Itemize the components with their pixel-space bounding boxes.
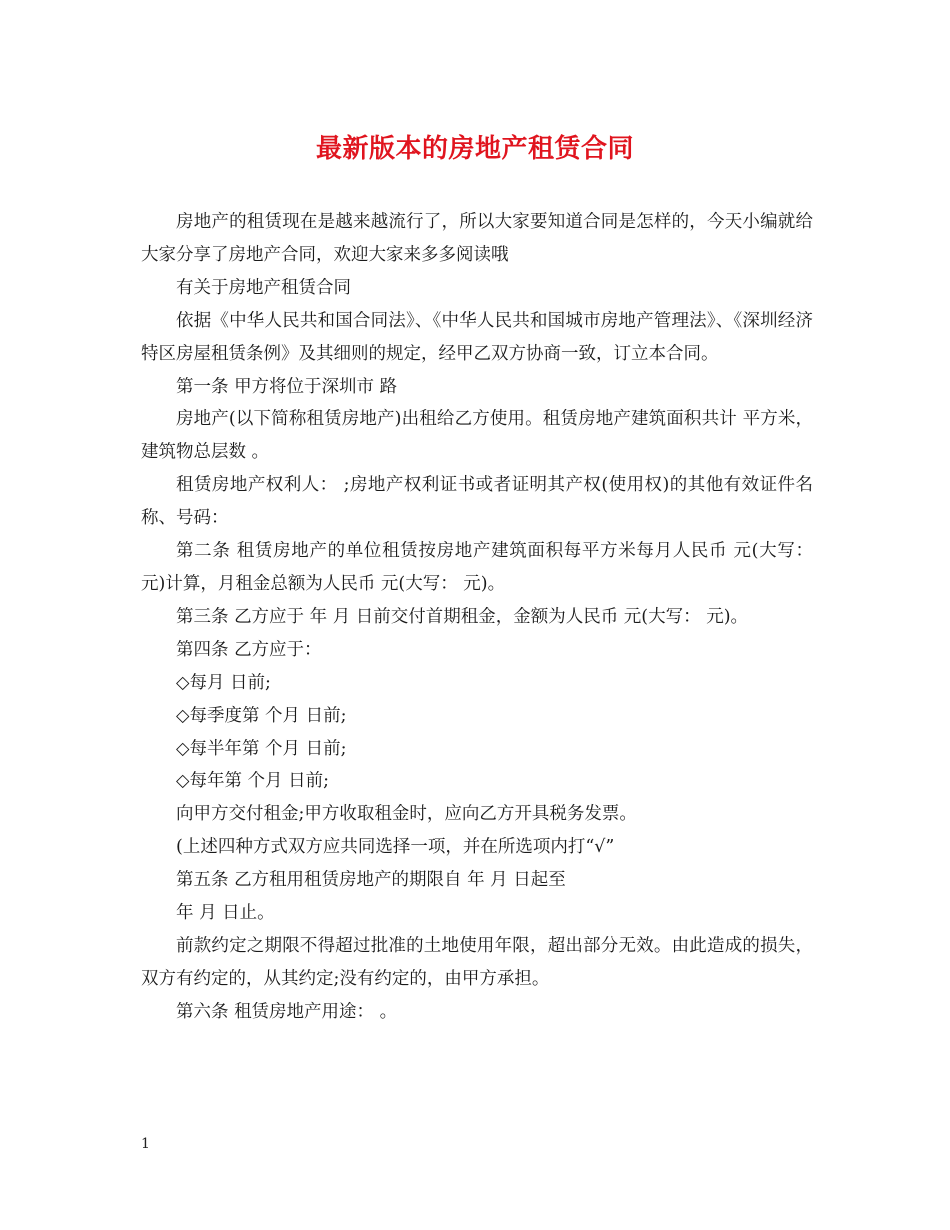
paragraph-article-4: 第四条 乙方应于： — [176, 639, 322, 660]
paragraph-article-2: 第二条 租赁房地产的单位租赁按房地产建筑面积每平方米每月人民币 元(大写： 元)计算，月租金总额为人民币 元(大写： 元)。 — [141, 541, 813, 594]
paragraph-term-limit: 前款约定之期限不得超过批准的土地使用年限，超出部分无效。由此造成的损失，双方有约定的，从其约定;没有约定的，由甲方承担。 — [141, 935, 813, 989]
document-title: 最新版本的房地产租赁合同 — [315, 134, 634, 164]
paragraph-subtitle: 有关于房地产租赁合同 — [176, 277, 351, 298]
paragraph-article-6: 第六条 租赁房地产用途： 。 — [176, 1001, 398, 1022]
option-yearly: ◇每年第 个月 日前; — [176, 771, 329, 792]
paragraph-legal-basis: 依据《中华人民共和国合同法》、《中华人民共和国城市房地产管理法》、《深圳经济特区房屋租赁条例》及其细则的规定，经甲乙双方协商一致，订立本合同。 — [141, 310, 813, 364]
paragraph-owner: 租赁房地产权利人： ;房地产权利证书或者证明其产权(使用权)的其他有效证件名称、号码： — [141, 475, 813, 529]
paragraph-intro: 房地产的租赁现在是越来越流行了，所以大家要知道合同是怎样的，今天小编就给大家分享了房地产合同，欢迎大家来多多阅读哦 — [141, 212, 813, 265]
paragraph-article-5: 第五条 乙方租用租赁房地产的期限自 年 月 日起至 — [176, 870, 566, 891]
paragraph-article-5-end: 年 月 日止。 — [176, 903, 275, 924]
page-number: 1 — [141, 1136, 150, 1152]
option-monthly: ◇每月 日前; — [176, 672, 271, 693]
paragraph-article-1: 第一条 甲方将位于深圳市 路 — [176, 376, 398, 397]
paragraph-article-3: 第三条 乙方应于 年 月 日前交付首期租金，金额为人民币 元(大写： 元)。 — [176, 606, 749, 627]
paragraph-selection-note: (上述四种方式双方应共同选择一项，并在所选项内打“√” — [176, 837, 615, 858]
paragraph-payment: 向甲方交付租金;甲方收取租金时，应向乙方开具税务发票。 — [176, 804, 637, 825]
option-quarterly: ◇每季度第 个月 日前; — [176, 705, 347, 726]
option-half-yearly: ◇每半年第 个月 日前; — [176, 738, 347, 759]
paragraph-article-1-detail: 房地产(以下简称租赁房地产)出租给乙方使用。租赁房地产建筑面积共计 平方米，建筑物总层数 。 — [141, 409, 813, 463]
document-body — [141, 206, 813, 1029]
